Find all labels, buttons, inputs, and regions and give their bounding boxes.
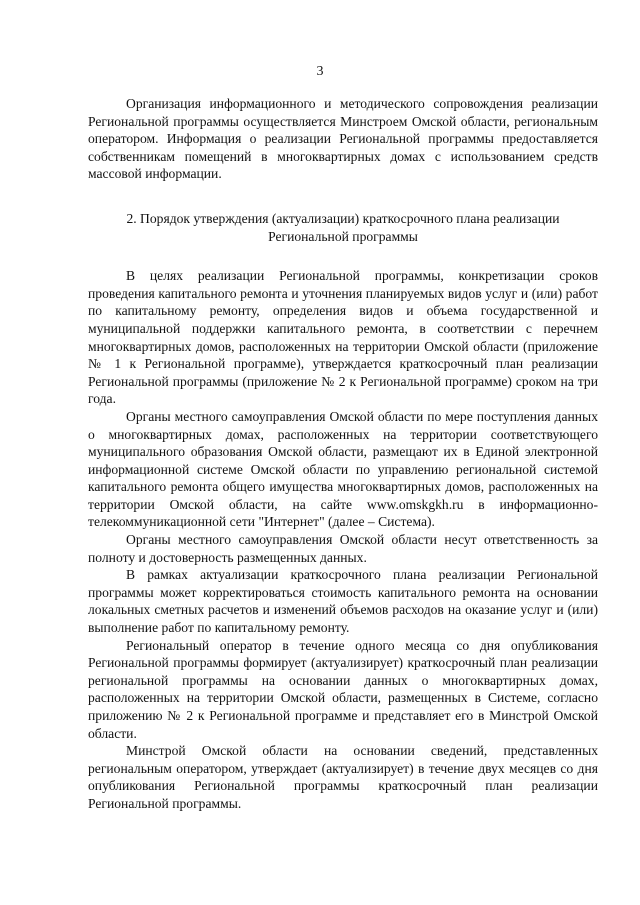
section-paragraph-3: Органы местного самоуправления Омской области несут ответственность за полноту и достоверность размещенных данных. xyxy=(88,532,598,565)
section-paragraph-6: Минстрой Омской области на основании сведений, представленных региональным оператором, утверждает (актуализирует) в течение двух месяцев со дня опубликования Региональной программы краткосрочный план реализации Региональной программы. xyxy=(88,743,598,811)
page-number: 3 xyxy=(316,64,324,79)
section-paragraph-1: В целях реализации Региональной программы, конкретизации сроков проведения капитального ремонта и уточнения планируемых видов услуг и (или) работ по капитальному ремонту, определения видов и объема государственной и муниципальной поддержки капитального ремонта, в соответствии с перечнем многоквартирных домов, расположенных на территории Омской области (приложение № 1 к Региональной программе), утверждается краткосрочный план реализации Региональной программы (приложение № 2 к Региональной программе) сроком на три года. xyxy=(88,268,598,407)
section-paragraph-2: Органы местного самоуправления Омской области по мере поступления данных о многоквартирных домах, расположенных на территории соответствующего муниципального образования Омской области, размещают их в Единой электронной информационной системе Омской области по управлению региональной системой капитального ремонта общего имущества многоквартирных домов, расположенных на территории Омской области, на сайте www.omskgkh.ru в информационно-телекоммуникационной сети "Интернет" (далее – Система). xyxy=(88,408,598,530)
document-body xyxy=(88,95,598,813)
section-paragraph-4: В рамках актуализации краткосрочного плана реализации Региональной программы может корректироваться стоимость капитального ремонта на основании локальных сметных расчетов и изменений объемов расходов на оказание услуг и (или) выполнение работ по капитальному ремонту. xyxy=(88,567,598,636)
section-paragraph-5: Региональный оператор в течение одного месяца со дня опубликования Региональной программы формирует (актуализирует) краткосрочный план реализации региональной программы на основании данных о многоквартирных домах, расположенных на территории Омской области, размещенных в Системе, согласно приложению № 2 к Региональной программе и представляет его в Минстрой Омской области. xyxy=(88,637,598,741)
intro-paragraph: Организация информационного и методического сопровождения реализации Региональной программы осуществляется Минстроем Омской области, региональным оператором. Информация о реализации Региональной программы предоставляется собственникам помещений в многоквартирных домах с использованием средств массовой информации. xyxy=(88,96,598,182)
section-heading: 2. Порядок утверждения (актуализации) краткосрочного плана реализации Региональной программы xyxy=(126,210,560,244)
